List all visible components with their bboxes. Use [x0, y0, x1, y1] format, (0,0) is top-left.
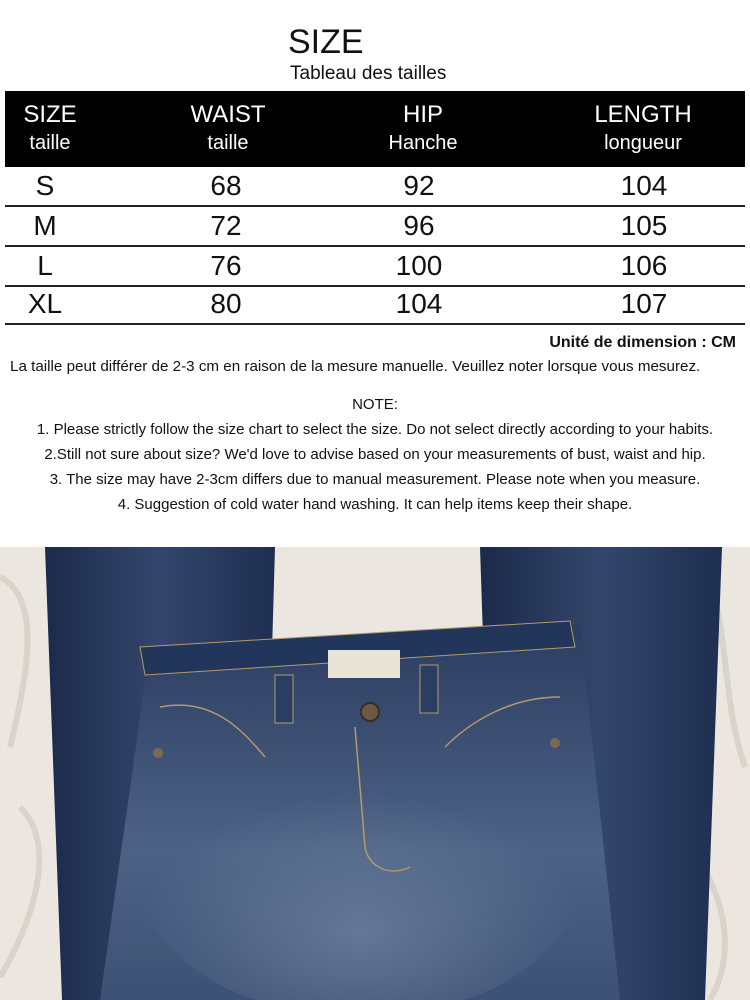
header-waist	[143, 101, 313, 157]
table-cell: 80	[210, 288, 242, 319]
header-length	[558, 101, 728, 157]
jeans-illustration	[0, 547, 750, 1000]
table-cell: L	[37, 250, 53, 281]
header-size	[0, 101, 135, 157]
page-title: SIZE	[288, 23, 364, 61]
button-icon	[361, 703, 379, 721]
note-item: 3. The size may have 2-3cm differs due to manual measurement. Please note when you measure.	[49, 471, 701, 488]
header-length-sublabel: longueur	[604, 132, 682, 154]
table-row	[5, 285, 745, 325]
table-row	[5, 247, 745, 287]
header-hip-sublabel: Hanche	[388, 132, 458, 154]
note-item: 4. Suggestion of cold water hand washing. It can help items keep their shape.	[117, 496, 633, 513]
table-cell: 104	[620, 170, 668, 201]
table-cell: 76	[210, 250, 242, 281]
header-hip	[338, 101, 508, 157]
table-cell: 105	[620, 210, 668, 241]
table-cell: 106	[620, 250, 668, 281]
table-cell: S	[35, 170, 55, 201]
header-size-label: SIZE	[23, 101, 77, 128]
table-cell: 92	[403, 170, 435, 201]
header-waist-label: WAIST	[190, 101, 266, 128]
note-item: 1. Please strictly follow the size chart to select the size. Do not select directly according to your habits.	[36, 421, 714, 438]
table-row	[5, 167, 745, 207]
header-waist-sublabel: taille	[207, 132, 249, 154]
table-cell: 107	[620, 288, 668, 319]
table-cell: 96	[403, 210, 435, 241]
unit-note: Unité de dimension : CM	[549, 334, 736, 351]
table-row	[5, 207, 745, 247]
table-cell: XL	[27, 288, 63, 319]
table-cell: 68	[210, 170, 242, 201]
page-subtitle: Tableau des tailles	[290, 63, 447, 84]
brand-tag	[328, 650, 400, 678]
size-table	[5, 91, 745, 324]
jeans-photo	[0, 547, 750, 1000]
table-cell: 72	[210, 210, 242, 241]
header-hip-label: HIP	[402, 101, 443, 128]
french-measurement-note: La taille peut différer de 2-3 cm en raison de la mesure manuelle. Veuillez noter lorsque vous mesurez.	[10, 358, 701, 375]
header-length-label: LENGTH	[594, 101, 692, 128]
table-header	[5, 91, 745, 167]
header-size-sublabel: taille	[29, 132, 71, 154]
note-item: 2.Still not sure about size? We'd love to advise based on your measurements of bust, waist and hip.	[44, 446, 706, 463]
table-cell: 100	[395, 250, 443, 281]
table-cell: M	[33, 210, 57, 241]
note-heading: NOTE:	[352, 396, 398, 413]
table-cell: 104	[395, 288, 443, 319]
